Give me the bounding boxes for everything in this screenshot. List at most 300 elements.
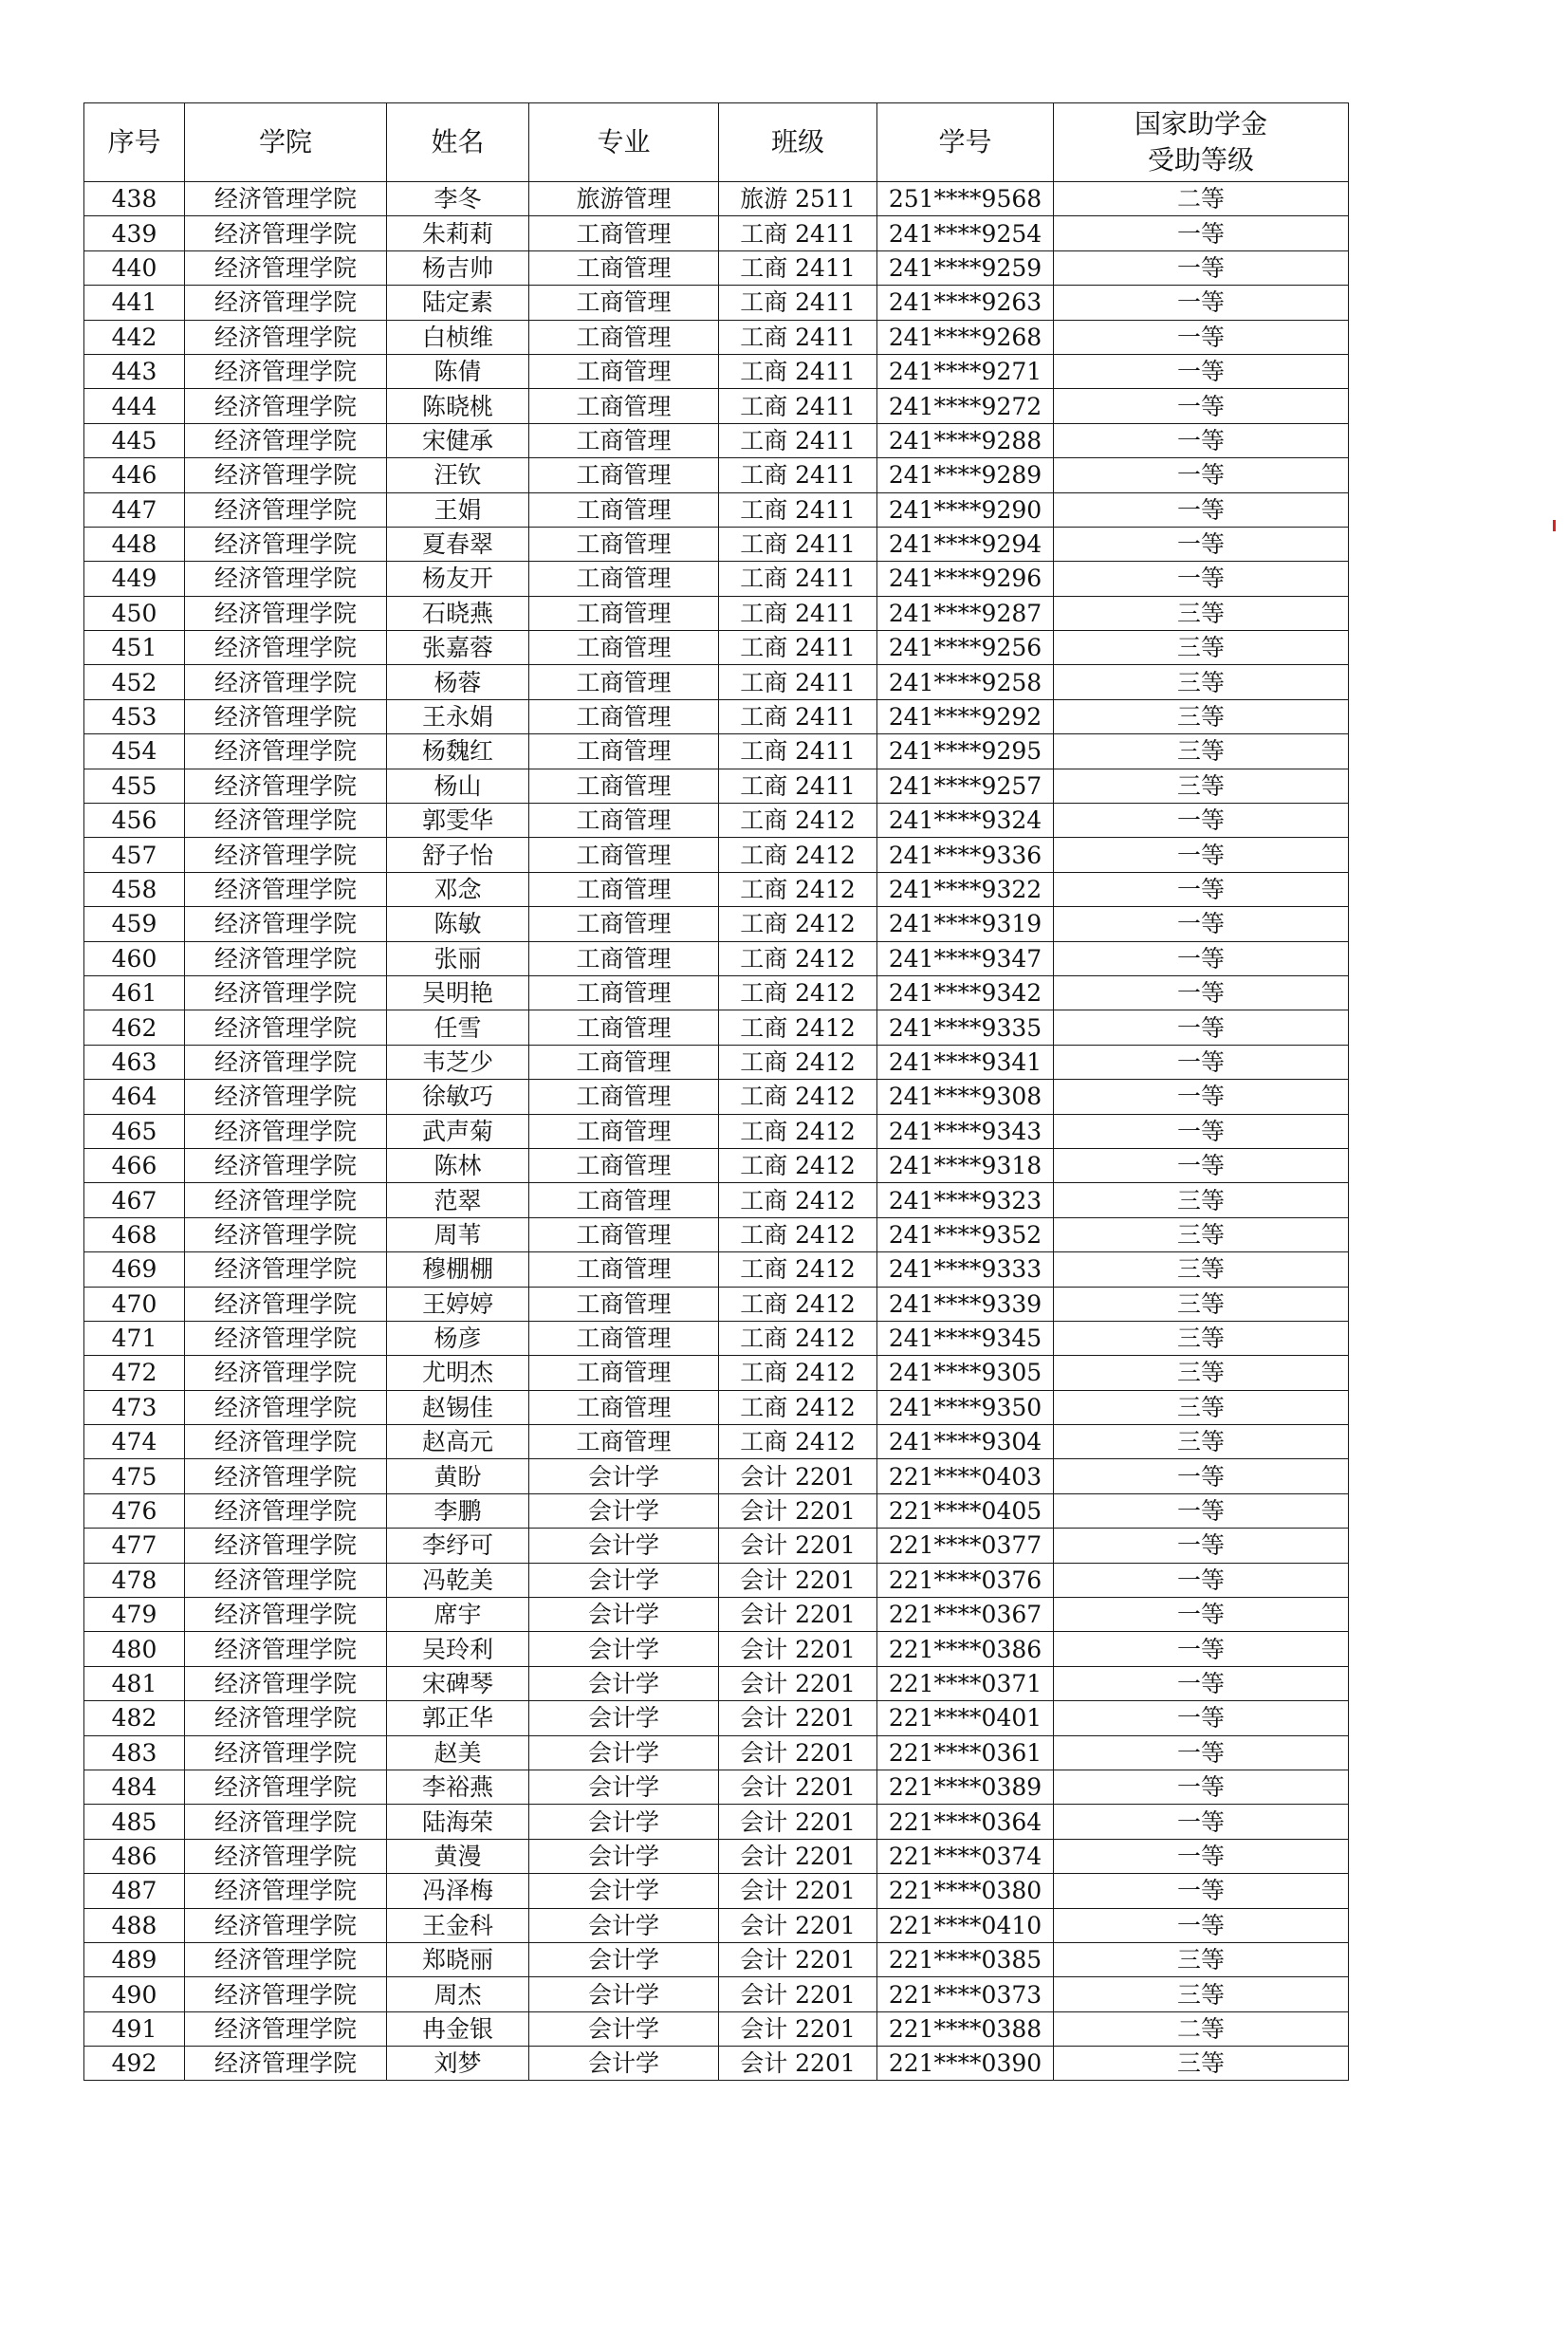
college-cell: 经济管理学院 [185,1321,387,1355]
student-id-cell: 241****9294 [877,527,1054,561]
student-id-cell: 251****9568 [877,182,1054,216]
seq-cell: 473 [84,1390,185,1424]
table-row [84,1805,1349,1839]
college-cell: 经济管理学院 [185,1252,387,1287]
grant-grade-cell: 三等 [1054,734,1349,769]
grant-grade-cell: 一等 [1054,941,1349,975]
college-cell: 经济管理学院 [185,1080,387,1114]
name-cell: 陆海荣 [387,1805,529,1839]
grant-grade-cell: 一等 [1054,1114,1349,1148]
grant-grade-cell: 一等 [1054,1598,1349,1632]
seq-cell: 441 [84,286,185,320]
table-row [84,320,1349,354]
grant-grade-cell: 一等 [1054,389,1349,423]
name-cell: 舒子怡 [387,838,529,872]
table-row [84,941,1349,975]
major-cell: 工商管理 [529,1183,719,1217]
major-cell: 工商管理 [529,250,719,285]
major-cell: 工商管理 [529,838,719,872]
major-cell: 工商管理 [529,907,719,941]
name-cell: 宋碑琴 [387,1666,529,1700]
table-row [84,1114,1349,1148]
college-cell: 经济管理学院 [185,941,387,975]
grant-grade-cell: 一等 [1054,1459,1349,1493]
seq-cell: 448 [84,527,185,561]
college-cell: 经济管理学院 [185,1217,387,1251]
grant-grade-cell: 一等 [1054,1045,1349,1079]
major-cell: 会计学 [529,1493,719,1528]
class-cell: 工商 2411 [719,250,877,285]
seq-cell: 449 [84,562,185,596]
student-id-cell: 221****0386 [877,1632,1054,1666]
table-row [84,1045,1349,1079]
seq-cell: 443 [84,354,185,388]
table-row [84,596,1349,630]
table-row [84,354,1349,388]
seq-cell: 468 [84,1217,185,1251]
name-cell: 吴玲利 [387,1632,529,1666]
name-cell: 赵锡佳 [387,1390,529,1424]
table-row [84,492,1349,527]
major-cell: 工商管理 [529,1045,719,1079]
table-row [84,1493,1349,1528]
table-row [84,734,1349,769]
college-cell: 经济管理学院 [185,182,387,216]
college-cell: 经济管理学院 [185,1563,387,1597]
college-cell: 经济管理学院 [185,1183,387,1217]
class-cell: 工商 2411 [719,631,877,665]
name-cell: 张嘉蓉 [387,631,529,665]
seq-cell: 453 [84,699,185,733]
major-cell: 工商管理 [529,596,719,630]
table-row [84,423,1349,457]
major-cell: 工商管理 [529,389,719,423]
student-id-cell: 221****0361 [877,1735,1054,1770]
seq-cell: 487 [84,1874,185,1908]
major-cell: 会计学 [529,1874,719,1908]
major-cell: 工商管理 [529,941,719,975]
name-cell: 朱莉莉 [387,216,529,250]
grant-grade-cell: 一等 [1054,804,1349,838]
college-cell: 经济管理学院 [185,596,387,630]
college-cell: 经济管理学院 [185,423,387,457]
table-row [84,1217,1349,1251]
class-cell: 工商 2411 [719,286,877,320]
header-student-id: 学号 [877,103,1054,182]
table-row [84,250,1349,285]
major-cell: 工商管理 [529,1425,719,1459]
class-cell: 工商 2411 [719,354,877,388]
name-cell: 任雪 [387,1010,529,1045]
header-name: 姓名 [387,103,529,182]
seq-cell: 467 [84,1183,185,1217]
class-cell: 工商 2412 [719,1183,877,1217]
seq-cell: 438 [84,182,185,216]
class-cell: 会计 2201 [719,1908,877,1942]
grant-grade-cell: 一等 [1054,1148,1349,1182]
table-row [84,1183,1349,1217]
seq-cell: 490 [84,1977,185,2011]
seq-cell: 460 [84,941,185,975]
grant-grade-cell: 三等 [1054,1321,1349,1355]
table-row [84,1252,1349,1287]
college-cell: 经济管理学院 [185,1942,387,1976]
seq-cell: 479 [84,1598,185,1632]
class-cell: 工商 2411 [719,492,877,527]
student-id-cell: 241****9271 [877,354,1054,388]
name-cell: 周杰 [387,1977,529,2011]
name-cell: 吴明艳 [387,975,529,1010]
college-cell: 经济管理学院 [185,769,387,803]
seq-cell: 446 [84,458,185,492]
grant-grade-cell: 一等 [1054,1770,1349,1804]
table-body [84,182,1349,2081]
class-cell: 会计 2201 [719,1459,877,1493]
college-cell: 经济管理学院 [185,492,387,527]
grant-grade-cell: 一等 [1054,1908,1349,1942]
class-cell: 工商 2411 [719,320,877,354]
grant-grade-cell: 三等 [1054,1356,1349,1390]
class-cell: 会计 2201 [719,1563,877,1597]
major-cell: 工商管理 [529,286,719,320]
student-id-cell: 241****9308 [877,1080,1054,1114]
college-cell: 经济管理学院 [185,527,387,561]
table-row [84,1321,1349,1355]
student-id-cell: 241****9259 [877,250,1054,285]
college-cell: 经济管理学院 [185,1666,387,1700]
name-cell: 宋健承 [387,423,529,457]
grant-grade-cell: 三等 [1054,699,1349,733]
seq-cell: 442 [84,320,185,354]
seq-cell: 474 [84,1425,185,1459]
major-cell: 工商管理 [529,354,719,388]
table-row [84,1010,1349,1045]
seq-cell: 486 [84,1839,185,1873]
name-cell: 冯乾美 [387,1563,529,1597]
student-id-cell: 221****0385 [877,1942,1054,1976]
class-cell: 工商 2412 [719,1356,877,1390]
name-cell: 陆定素 [387,286,529,320]
table-row [84,1425,1349,1459]
table-row [84,1459,1349,1493]
student-id-cell: 241****9295 [877,734,1054,769]
name-cell: 席宇 [387,1598,529,1632]
class-cell: 工商 2411 [719,699,877,733]
seq-cell: 478 [84,1563,185,1597]
major-cell: 工商管理 [529,1148,719,1182]
student-id-cell: 241****9268 [877,320,1054,354]
major-cell: 工商管理 [529,527,719,561]
grant-grade-cell: 一等 [1054,907,1349,941]
grant-grade-cell: 一等 [1054,1563,1349,1597]
header-college: 学院 [185,103,387,182]
college-cell: 经济管理学院 [185,250,387,285]
table-row [84,975,1349,1010]
name-cell: 杨友开 [387,562,529,596]
name-cell: 陈敏 [387,907,529,941]
major-cell: 工商管理 [529,216,719,250]
college-cell: 经济管理学院 [185,1114,387,1148]
name-cell: 黄盼 [387,1459,529,1493]
class-cell: 会计 2201 [719,1735,877,1770]
seq-cell: 456 [84,804,185,838]
class-cell: 工商 2412 [719,1114,877,1148]
class-cell: 工商 2412 [719,804,877,838]
grant-grade-cell: 一等 [1054,354,1349,388]
seq-cell: 463 [84,1045,185,1079]
name-cell: 杨山 [387,769,529,803]
student-id-cell: 221****0367 [877,1598,1054,1632]
major-cell: 会计学 [529,1977,719,2011]
seq-cell: 482 [84,1701,185,1735]
seq-cell: 465 [84,1114,185,1148]
name-cell: 郑晓丽 [387,1942,529,1976]
table-row [84,769,1349,803]
grant-grade-cell: 二等 [1054,2011,1349,2046]
seq-cell: 455 [84,769,185,803]
seq-cell: 489 [84,1942,185,1976]
class-cell: 工商 2412 [719,1217,877,1251]
student-id-cell: 221****0403 [877,1459,1054,1493]
seq-cell: 484 [84,1770,185,1804]
grant-grade-cell: 三等 [1054,1252,1349,1287]
seq-cell: 464 [84,1080,185,1114]
table-row [84,804,1349,838]
seq-cell: 470 [84,1287,185,1321]
class-cell: 工商 2412 [719,1148,877,1182]
grant-grade-cell: 一等 [1054,527,1349,561]
table-row [84,1080,1349,1114]
class-cell: 工商 2411 [719,389,877,423]
class-cell: 工商 2411 [719,216,877,250]
student-id-cell: 221****0374 [877,1839,1054,1873]
major-cell: 工商管理 [529,769,719,803]
class-cell: 会计 2201 [719,1666,877,1700]
class-cell: 工商 2412 [719,1390,877,1424]
grant-grade-cell: 三等 [1054,631,1349,665]
name-cell: 徐敏巧 [387,1080,529,1114]
class-cell: 工商 2411 [719,527,877,561]
table-row [84,1908,1349,1942]
seq-cell: 458 [84,872,185,906]
name-cell: 王娟 [387,492,529,527]
table-row [84,2047,1349,2081]
college-cell: 经济管理学院 [185,1493,387,1528]
class-cell: 会计 2201 [719,1598,877,1632]
major-cell: 会计学 [529,1529,719,1563]
grant-grade-cell: 一等 [1054,838,1349,872]
class-cell: 工商 2412 [719,1425,877,1459]
table-row [84,527,1349,561]
student-id-cell: 241****9333 [877,1252,1054,1287]
name-cell: 武声菊 [387,1114,529,1148]
college-cell: 经济管理学院 [185,1805,387,1839]
class-cell: 工商 2412 [719,1321,877,1355]
seq-cell: 485 [84,1805,185,1839]
college-cell: 经济管理学院 [185,1735,387,1770]
major-cell: 会计学 [529,1770,719,1804]
seq-cell: 477 [84,1529,185,1563]
grant-grade-cell: 一等 [1054,1735,1349,1770]
name-cell: 王永娟 [387,699,529,733]
college-cell: 经济管理学院 [185,216,387,250]
grant-grade-cell: 三等 [1054,665,1349,699]
seq-cell: 454 [84,734,185,769]
student-id-cell: 221****0376 [877,1563,1054,1597]
college-cell: 经济管理学院 [185,1632,387,1666]
student-id-cell: 241****9324 [877,804,1054,838]
student-id-cell: 221****0388 [877,2011,1054,2046]
college-cell: 经济管理学院 [185,354,387,388]
college-cell: 经济管理学院 [185,1701,387,1735]
grant-grade-cell: 三等 [1054,1425,1349,1459]
name-cell: 杨吉帅 [387,250,529,285]
grant-grade-cell: 二等 [1054,182,1349,216]
student-id-cell: 241****9343 [877,1114,1054,1148]
major-cell: 工商管理 [529,665,719,699]
name-cell: 张丽 [387,941,529,975]
grant-grade-cell: 一等 [1054,1701,1349,1735]
college-cell: 经济管理学院 [185,1010,387,1045]
seq-cell: 451 [84,631,185,665]
seq-cell: 461 [84,975,185,1010]
table-header-row [84,103,1349,182]
table-row [84,1356,1349,1390]
student-id-cell: 241****9287 [877,596,1054,630]
table-row [84,1598,1349,1632]
table-row [84,1874,1349,1908]
class-cell: 工商 2412 [719,1252,877,1287]
grant-grade-cell: 三等 [1054,1183,1349,1217]
table-row [84,1666,1349,1700]
student-id-cell: 241****9341 [877,1045,1054,1079]
table-row [84,872,1349,906]
college-cell: 经济管理学院 [185,699,387,733]
document-page [83,102,1349,2081]
grant-grade-cell: 一等 [1054,1080,1349,1114]
grant-grade-cell: 一等 [1054,286,1349,320]
table-row [84,838,1349,872]
class-cell: 会计 2201 [719,1942,877,1976]
student-id-cell: 241****9272 [877,389,1054,423]
major-cell: 会计学 [529,1908,719,1942]
grant-grade-cell: 一等 [1054,872,1349,906]
class-cell: 工商 2411 [719,458,877,492]
name-cell: 郭雯华 [387,804,529,838]
class-cell: 工商 2411 [719,596,877,630]
student-id-cell: 241****9289 [877,458,1054,492]
grant-grade-cell: 一等 [1054,423,1349,457]
grant-grade-cell: 一等 [1054,320,1349,354]
seq-cell: 488 [84,1908,185,1942]
grant-grade-cell: 三等 [1054,1217,1349,1251]
student-id-cell: 221****0389 [877,1770,1054,1804]
class-cell: 工商 2412 [719,1010,877,1045]
student-id-cell: 241****9318 [877,1148,1054,1182]
college-cell: 经济管理学院 [185,1529,387,1563]
major-cell: 工商管理 [529,1114,719,1148]
major-cell: 工商管理 [529,1217,719,1251]
student-id-cell: 241****9350 [877,1390,1054,1424]
major-cell: 工商管理 [529,1321,719,1355]
header-major: 专业 [529,103,719,182]
table-row [84,1563,1349,1597]
table-row [84,665,1349,699]
major-cell: 会计学 [529,1598,719,1632]
grant-grade-cell: 三等 [1054,2047,1349,2081]
name-cell: 王金科 [387,1908,529,1942]
grant-grade-cell: 一等 [1054,492,1349,527]
name-cell: 刘梦 [387,2047,529,2081]
class-cell: 会计 2201 [719,1493,877,1528]
table-row [84,1390,1349,1424]
college-cell: 经济管理学院 [185,1045,387,1079]
name-cell: 白桢维 [387,320,529,354]
name-cell: 李鹏 [387,1493,529,1528]
major-cell: 会计学 [529,1805,719,1839]
name-cell: 杨魏红 [387,734,529,769]
college-cell: 经济管理学院 [185,734,387,769]
major-cell: 会计学 [529,1459,719,1493]
student-id-cell: 241****9288 [877,423,1054,457]
major-cell: 会计学 [529,1632,719,1666]
college-cell: 经济管理学院 [185,1908,387,1942]
seq-cell: 466 [84,1148,185,1182]
table-row [84,907,1349,941]
name-cell: 陈倩 [387,354,529,388]
major-cell: 工商管理 [529,492,719,527]
student-id-cell: 221****0410 [877,1908,1054,1942]
name-cell: 李冬 [387,182,529,216]
class-cell: 工商 2412 [719,941,877,975]
class-cell: 工商 2411 [719,665,877,699]
grant-grade-cell: 一等 [1054,250,1349,285]
table-row [84,389,1349,423]
name-cell: 冯泽梅 [387,1874,529,1908]
class-cell: 会计 2201 [719,1977,877,2011]
header-seq: 序号 [84,103,185,182]
grant-grade-cell: 三等 [1054,769,1349,803]
student-id-cell: 241****9305 [877,1356,1054,1390]
grant-grade-cell: 一等 [1054,975,1349,1010]
college-cell: 经济管理学院 [185,1287,387,1321]
class-cell: 会计 2201 [719,1770,877,1804]
student-id-cell: 221****0390 [877,2047,1054,2081]
table-row [84,631,1349,665]
student-id-cell: 241****9347 [877,941,1054,975]
grant-grade-cell: 三等 [1054,1942,1349,1976]
class-cell: 工商 2412 [719,907,877,941]
college-cell: 经济管理学院 [185,286,387,320]
grant-grade-cell: 一等 [1054,1529,1349,1563]
college-cell: 经济管理学院 [185,320,387,354]
seq-cell: 462 [84,1010,185,1045]
seq-cell: 459 [84,907,185,941]
student-id-cell: 221****0371 [877,1666,1054,1700]
name-cell: 尤明杰 [387,1356,529,1390]
table-row [84,2011,1349,2046]
grant-grade-cell: 一等 [1054,1493,1349,1528]
college-cell: 经济管理学院 [185,1598,387,1632]
student-id-cell: 241****9336 [877,838,1054,872]
table-row [84,1942,1349,1976]
college-cell: 经济管理学院 [185,1425,387,1459]
red-scan-mark [1553,520,1556,531]
name-cell: 韦芝少 [387,1045,529,1079]
college-cell: 经济管理学院 [185,2047,387,2081]
student-id-cell: 241****9319 [877,907,1054,941]
student-id-cell: 241****9352 [877,1217,1054,1251]
